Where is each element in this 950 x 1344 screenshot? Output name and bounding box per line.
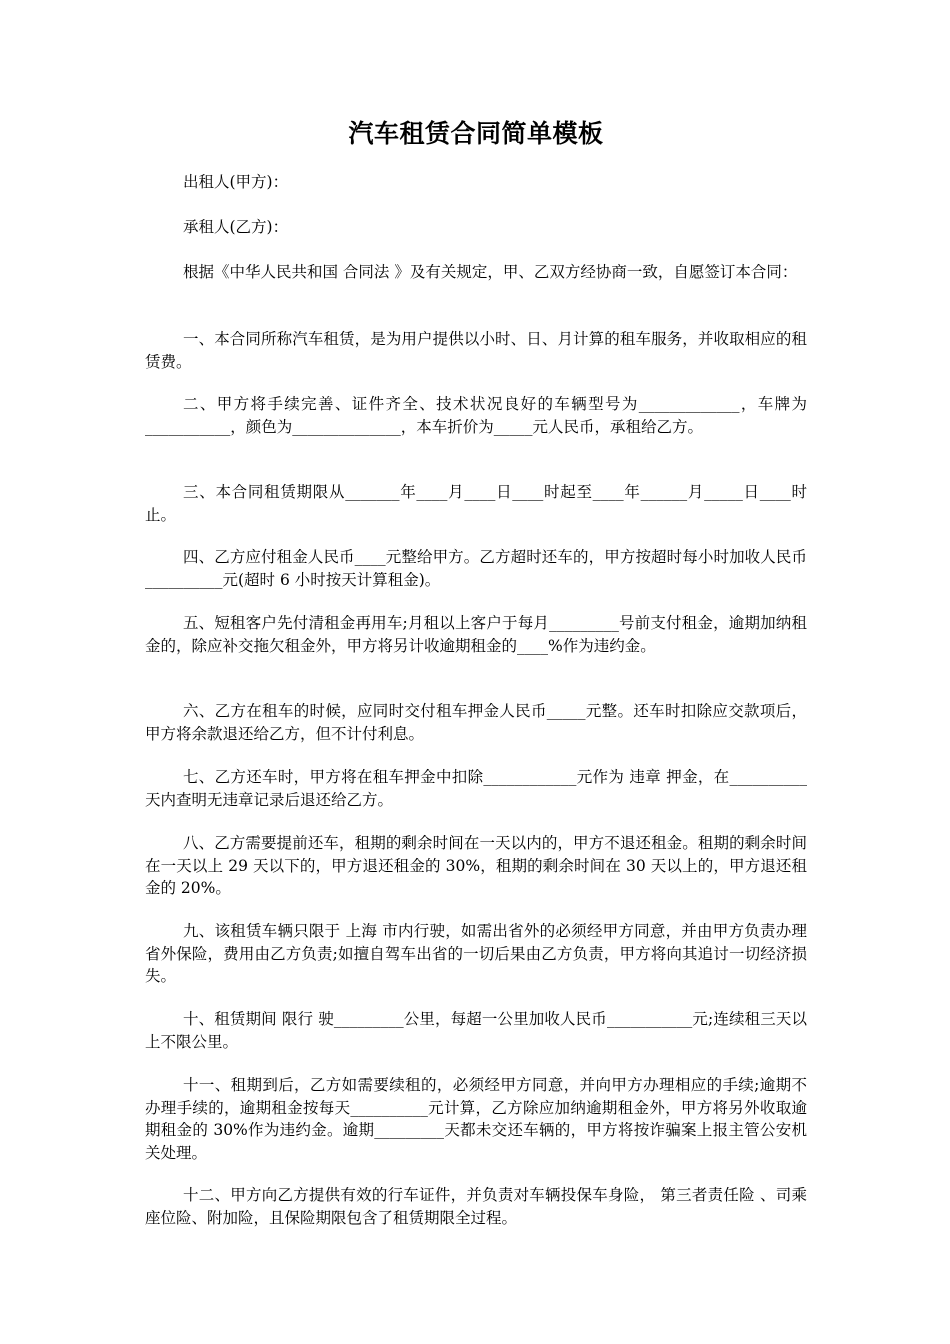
clause-1: 一、本合同所称汽车租赁，是为用户提供以小时、日、月计算的租车服务，并收取相应的租赁费。: [145, 330, 807, 371]
lessee-line: 承租人(乙方)：: [183, 218, 289, 236]
clause-11: 十一、租期到后，乙方如需要续租的，必须经甲方同意，并向甲方办理相应的手续;逾期不办理手续的，逾期租金按每天__________元计算，乙方除应加纳逾期租金外，甲方将另外收取逾期租金的 30%作为违约金。逾期_________天都未交还车辆的，甲方将按诈骗案上报主管公安机关处理。: [145, 1076, 807, 1162]
clause-8: 八、乙方需要提前还车，租期的剩余时间在一天以内的，甲方不退还租金。租期的剩余时间在一天以上 29 天以下的，甲方退还租金的 30%，租期的剩余时间在 30 天以上的，甲方退还租金的 20%。: [145, 834, 807, 897]
clause-9: 九、该租赁车辆只限于 上海 市内行驶，如需出省外的必须经甲方同意，并由甲方负责办理省外保险，费用由乙方负责;如擅自驾车出省的一切后果由乙方负责，甲方将向其追讨一切经济损失。: [145, 922, 807, 985]
clause-12: 十二、甲方向乙方提供有效的行车证件，并负责对车辆投保车身险， 第三者责任险 、司乘座位险、附加险，且保险期限包含了租赁期限全过程。: [145, 1186, 807, 1227]
clause-6: 六、乙方在租车的时候，应同时交付租车押金人民币_____元整。还车时扣除应交款项后，甲方将余款退还给乙方，但不计付利息。: [145, 702, 807, 743]
clause-3: 三、本合同租赁期限从_______年____月____日____时起至____年______月_____日____时止。: [145, 483, 807, 524]
preamble-paragraph: 根据《中华人民共和国 合同法 》及有关规定，甲、乙双方经协商一致，自愿签订本合同：: [183, 263, 798, 281]
lessor-line: 出租人(甲方)：: [183, 173, 289, 191]
document-title: 汽车租赁合同简单模板: [348, 119, 604, 148]
clause-2: 二、甲方将手续完善、证件齐全、技术状况良好的车辆型号为_____________，车牌为___________，颜色为______________，本车折价为_____元人民币，承租给乙方。: [145, 395, 807, 436]
clause-10: 十、租赁期间 限行 驶_________公里，每超一公里加收人民币___________元;连续租三天以上不限公里。: [145, 1010, 807, 1051]
clause-4: 四、乙方应付租金人民币____元整给甲方。乙方超时还车的，甲方按超时每小时加收人民币__________元(超时 6 小时按天计算租金)。: [145, 548, 807, 589]
clause-5: 五、短租客户先付清租金再用车;月租以上客户于每月_________号前支付租金，逾期加纳租金的，除应补交拖欠租金外，甲方将另计收逾期租金的____%作为违约金。: [145, 614, 807, 655]
clause-7: 七、乙方还车时，甲方将在租车押金中扣除____________元作为 违章 押金，在__________天内查明无违章记录后退还给乙方。: [145, 768, 807, 809]
